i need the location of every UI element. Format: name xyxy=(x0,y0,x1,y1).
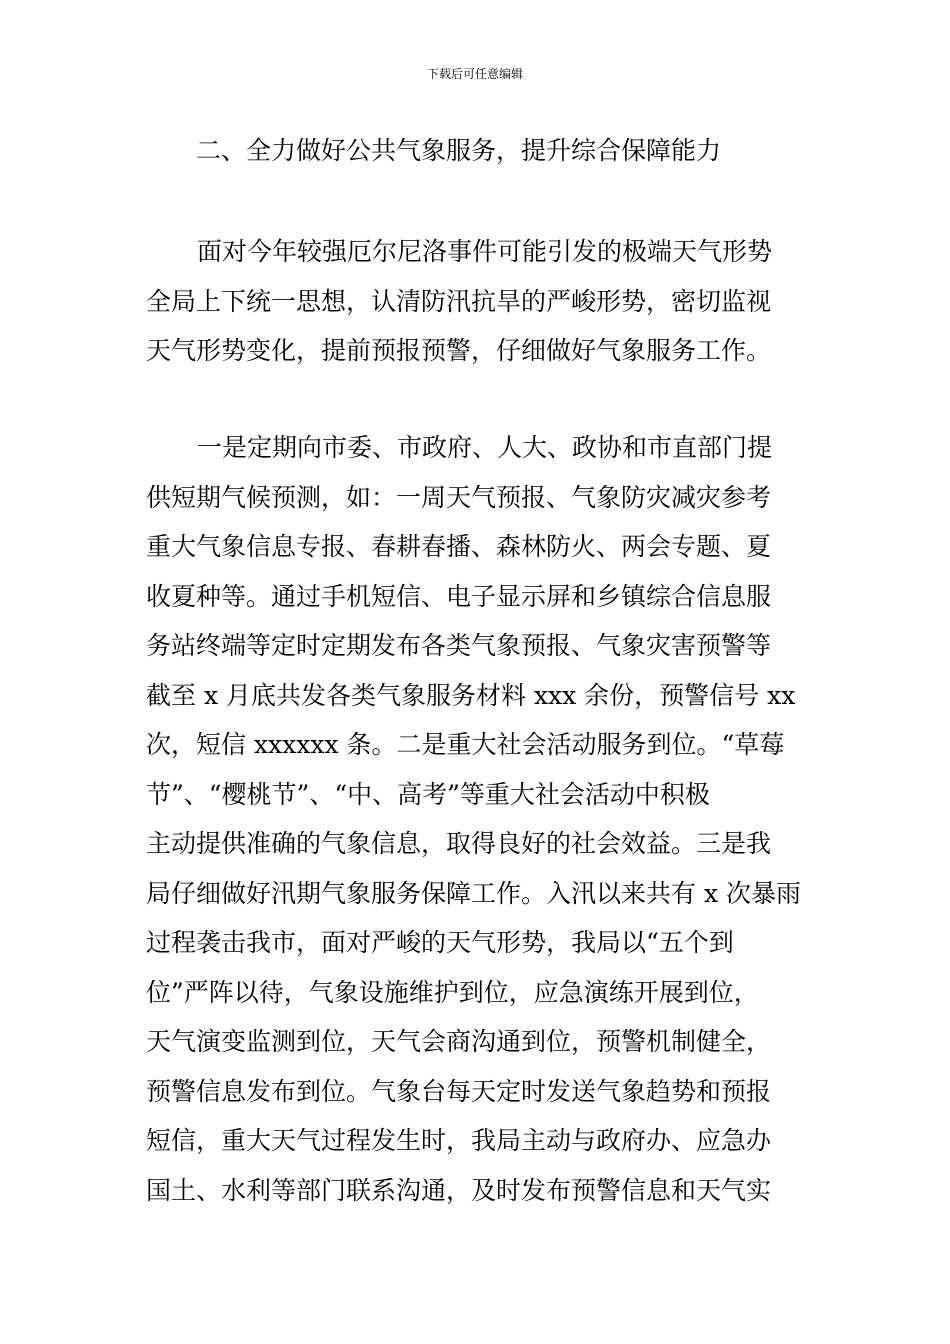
section-heading: 二、全力做好公共气象服务，提升综合保障能力 xyxy=(196,136,722,165)
paragraph-line: 节”、“樱桃节”、“中、高考”等重大社会活动中积极 xyxy=(146,779,710,809)
paragraph-line: 主动提供准确的气象信息，取得良好的社会效益。三是我 xyxy=(146,829,772,858)
paragraph-line: 一是定期向市委、市政府、人大、政协和市直部门提 xyxy=(197,433,773,462)
paragraph-line: 重大气象信息专报、春耕春播、森林防火、两会专题、夏 xyxy=(146,532,772,561)
paragraph-1 xyxy=(146,227,810,376)
paragraph-line: 天气形势变化，提前预报预警，仔细做好气象服务工作。 xyxy=(146,336,772,365)
paragraph-line: 截至 x 月底共发各类气象服务材料 xxx 余份，预警信号 xx xyxy=(146,680,796,710)
paragraph-line: 短信，重大天气过程发生时，我局主动与政府办、应急办 xyxy=(146,1126,772,1155)
paragraph-line: 国土、水利等部门联系沟通，及时发布预警信息和天气实 xyxy=(146,1175,772,1205)
paragraph-line: 天气演变监测到位，天气会商沟通到位，预警机制健全， xyxy=(146,1027,772,1056)
paragraph-line: 面对今年较强厄尔尼洛事件可能引发的极端天气形势 xyxy=(197,237,773,266)
paragraph-line: 务站终端等定时定期发布各类气象预报、气象灾害预警等 xyxy=(146,631,772,660)
paragraph-line: 位”严阵以待，气象设施维护到位，应急演练开展到位， xyxy=(146,977,759,1007)
paragraph-2 xyxy=(146,423,810,1215)
paragraph-line: 局仔细做好汛期气象服务保障工作。入汛以来共有 x 次暴雨 xyxy=(146,878,801,908)
paragraph-line: 次，短信 xxxxxx 条。二是重大社会活动服务到位。“草莓 xyxy=(146,730,785,759)
header-note: 下载后可任意编辑 xyxy=(426,67,523,81)
paragraph-line: 过程袭击我市，面对严峻的天气形势，我局以“五个到 xyxy=(146,928,734,957)
paragraph-line: 预警信息发布到位。气象台每天定时发送气象趋势和预报 xyxy=(146,1076,772,1106)
paragraph-line: 供短期气候预测，如：一周天气预报、气象防灾减灾参考 xyxy=(146,482,772,512)
paragraph-line: 收夏种等。通过手机短信、电子显示屏和乡镇综合信息服 xyxy=(146,581,772,611)
paragraph-line: 全局上下统一思想，认清防汛抗旱的严峻形势，密切监视 xyxy=(146,286,772,316)
